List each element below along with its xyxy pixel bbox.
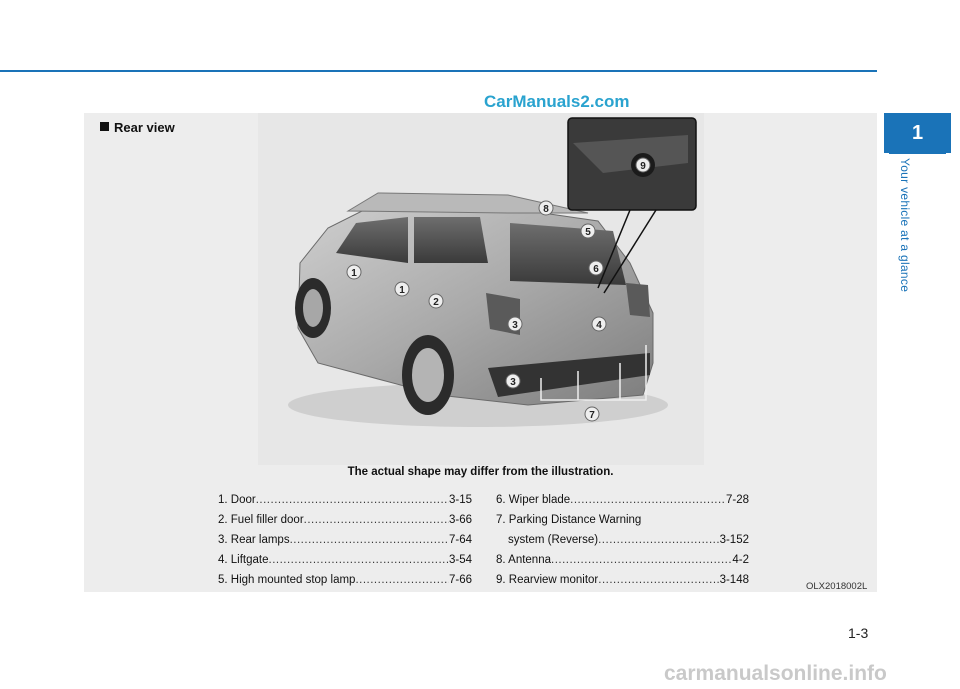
list-item-continued: system (Reverse) ..... 3-152 [496,530,749,550]
list-item: 7. Parking Distance Warning [496,514,642,526]
chapter-title [897,158,917,318]
section-title-text: Rear view [114,120,175,135]
list-item: 8. Antenna ..... 4-2 [496,550,749,570]
list-item: 3. Rear lamps ..... 7-64 [218,530,472,550]
header-rule [0,70,877,72]
chapter-title-text: Your vehicle at a glance [898,158,912,293]
left-item-list [218,490,472,590]
callout-3a: 3 [512,320,518,331]
list-item: 6. Wiper blade ..... 7-28 [496,490,749,510]
list-item: 1. Door ..... 3-15 [218,490,472,510]
chapter-tab-rule [889,153,946,154]
vehicle-illustration [258,113,704,465]
callout-1a: 1 [351,268,357,279]
vehicle-rear-view-image [258,113,704,465]
footer-watermark: carmanualsonline.info [664,662,887,685]
callout-4: 4 [596,320,602,331]
right-item-list [496,490,749,590]
callout-8: 8 [543,204,549,215]
square-bullet-icon [100,122,109,131]
chapter-tab: 1 [884,113,951,153]
callout-7: 7 [589,410,595,421]
list-item: 2. Fuel filler door ..... 3-66 [218,510,472,530]
callout-2: 2 [433,297,439,308]
callout-6: 6 [593,264,599,275]
callout-3b: 3 [510,377,516,388]
list-item: 5. High mounted stop lamp ..... 7-66 [218,570,472,590]
illustration-caption: The actual shape may differ from the illustration. [347,466,614,478]
list-item: 4. Liftgate ..... 3-54 [218,550,472,570]
list-item: 9. Rearview monitor ..... 3-148 [496,570,749,590]
top-watermark: CarManuals2.com [484,92,630,111]
section-title [100,120,175,135]
callout-5: 5 [585,227,591,238]
callout-1b: 1 [399,285,405,296]
page-number: 1-3 [848,625,869,641]
callout-9: 9 [640,161,646,172]
figure-code: OLX2018002L [806,581,868,592]
